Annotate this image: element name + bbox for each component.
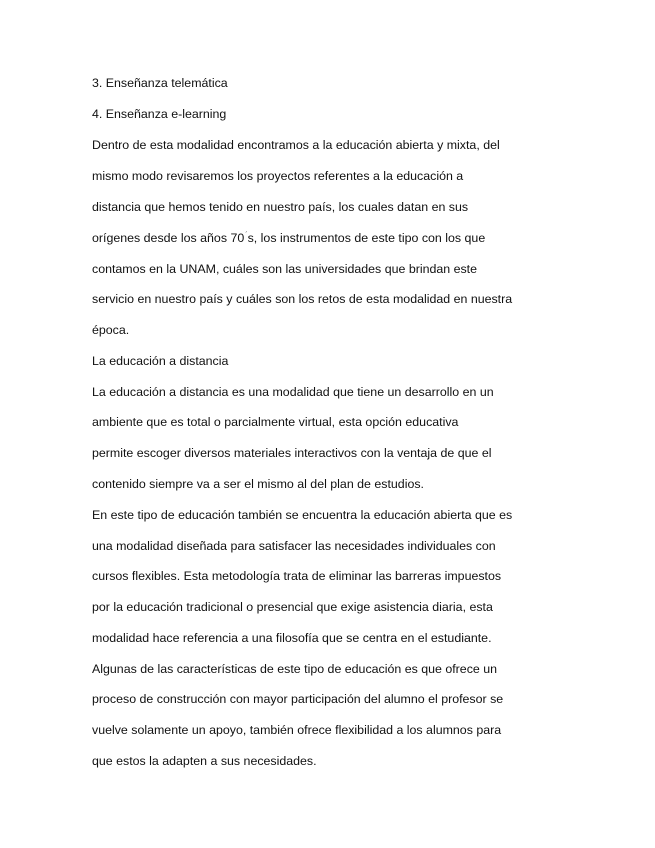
- paragraph-line: En este tipo de educación también se encuentra la educación abierta que es: [92, 508, 513, 522]
- paragraph-line: modalidad hace referencia a una filosofía que se centra en el estudiante.: [92, 631, 492, 645]
- paragraph-line: mismo modo revisaremos los proyectos referentes a la educación a: [92, 169, 464, 183]
- paragraph-line: una modalidad diseñada para satisfacer las necesidades individuales con: [92, 539, 496, 553]
- paragraph-line: distancia que hemos tenido en nuestro país, los cuales datan en sus: [92, 200, 469, 214]
- list-item-elearning: 4. Enseñanza e-learning: [92, 107, 227, 121]
- paragraph-line: permite escoger diversos materiales interactivos con la ventaja de que el: [92, 446, 492, 460]
- section-heading: La educación a distancia: [92, 354, 229, 368]
- paragraph-line-part: orígenes desde los años 70: [92, 231, 245, 245]
- list-item-telematica: 3. Enseñanza telemática: [92, 76, 228, 90]
- paragraph-line: Algunas de las características de este tipo de educación es que ofrece un: [92, 662, 498, 676]
- paragraph-line-part: s, los instrumentos de este tipo con los que: [247, 231, 486, 245]
- paragraph-line: contamos en la UNAM, cuáles son las universidades que brindan este: [92, 262, 478, 276]
- paragraph-line: vuelve solamente un apoyo, también ofrece flexibilidad a los alumnos para: [92, 723, 502, 737]
- paragraph-line: ambiente que es total o parcialmente virtual, esta opción educativa: [92, 415, 459, 429]
- paragraph-line: época.: [92, 323, 130, 337]
- paragraph-line: proceso de construcción con mayor participación del alumno el profesor se: [92, 692, 504, 706]
- accent-mark: ´: [245, 232, 248, 239]
- paragraph-line: que estos la adapten a sus necesidades.: [92, 754, 317, 768]
- paragraph-line: Dentro de esta modalidad encontramos a la educación abierta y mixta, del: [92, 138, 500, 152]
- paragraph-line: servicio en nuestro país y cuáles son los retos de esta modalidad en nuestra: [92, 292, 513, 306]
- paragraph-line: La educación a distancia es una modalidad que tiene un desarrollo en un: [92, 385, 494, 399]
- paragraph-line: por la educación tradicional o presencial que exige asistencia diaria, esta: [92, 600, 493, 614]
- paragraph-line: cursos flexibles. Esta metodología trata de eliminar las barreras impuestos: [92, 569, 502, 583]
- paragraph-line: contenido siempre va a ser el mismo al del plan de estudios.: [92, 477, 424, 491]
- paragraph-line: [92, 231, 485, 248]
